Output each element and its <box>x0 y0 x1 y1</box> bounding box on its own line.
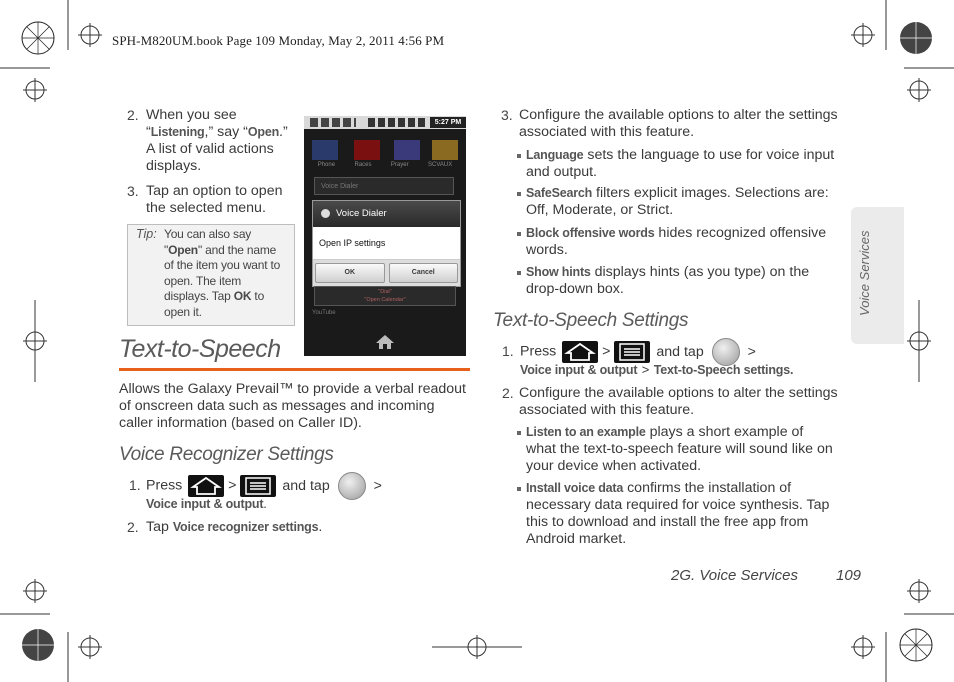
bg-youtube-label: YouTube <box>312 310 336 316</box>
phone-screenshot <box>304 116 466 356</box>
vr-step1-line: Press > and tap > <box>146 472 382 500</box>
step-number: 1. <box>129 477 141 493</box>
voice-dialer-dialog[interactable] <box>312 200 461 287</box>
step-number: 3. <box>501 107 513 123</box>
dialog-open-ip-settings[interactable]: Open IP settings <box>313 227 460 260</box>
step-number: 2. <box>502 385 514 401</box>
bullet-language: Language sets the language to use for voice input and output. <box>526 147 835 180</box>
footer-section: 2G. Voice Services <box>671 567 798 584</box>
step-number: 3. <box>127 183 139 199</box>
tts-step2-text: Configure the available options to alter the settings associated with this feature. <box>519 385 838 418</box>
bg-voice-dialer-field: Voice Dialer <box>314 177 454 195</box>
status-time: 5:27 PM <box>430 117 466 128</box>
ok-button[interactable]: OK <box>315 263 385 283</box>
voice-recognizer-heading: Voice Recognizer Settings <box>119 444 334 465</box>
page-number: 109 <box>836 567 862 584</box>
menu-key-icon <box>240 475 276 497</box>
side-tab-label: Voice Services <box>857 230 872 316</box>
races-app-icon <box>354 140 380 160</box>
prayer-app-icon <box>394 140 420 160</box>
bullet-listen-example: Listen to an example plays a short example of what the text-to-speech feature will sound like on your device when activated. <box>526 424 833 474</box>
step2-text: When you see “Listening,” say “Open.” A list of valid actions displays. <box>146 107 288 174</box>
settings-gear-icon <box>338 472 366 500</box>
tip-label: Tip: <box>136 227 157 241</box>
phone-app-icon <box>312 140 338 160</box>
app-labels: Phone Races Prayer SCVAUX <box>317 162 453 168</box>
dialog-buttons <box>313 260 460 286</box>
scvaux-app-icon <box>432 140 458 160</box>
menu-key-icon <box>614 341 650 363</box>
bullet-safesearch: SafeSearch filters explicit images. Selections are: Off, Moderate, or Strict. <box>526 185 829 218</box>
tip-text: You can also say "Open" and the name of the item you want to open. The item displays. Tap OK to open it. <box>164 227 281 319</box>
dialog-header: Voice Dialer <box>313 201 460 227</box>
home-key-icon <box>562 341 598 363</box>
home-icon[interactable] <box>375 334 395 350</box>
tts-step1-path: Voice input & output > Text-to-Speech settings. <box>520 362 794 377</box>
tts-heading: Text-to-Speech Settings <box>493 310 689 331</box>
right-step3-text: Configure the available options to alter the settings associated with this feature. <box>519 107 838 140</box>
cancel-button[interactable]: Cancel <box>389 263 459 283</box>
step-number: 2. <box>127 519 139 535</box>
notification-icons <box>310 118 356 127</box>
bullet-install-voice-data: Install voice data confirms the installation of necessary data required for voice synthesis. Tap this to download and install the free app from Android market. <box>526 480 830 547</box>
book-header: SPH-M820UM.book Page 109 Monday, May 2, 2011 4:56 PM <box>112 33 445 48</box>
home-key-icon <box>188 475 224 497</box>
bullet-show-hints: Show hints displays hints (as you type) on the drop-down box. <box>526 264 810 297</box>
step3-text: Tap an option to open the selected menu. <box>146 183 283 216</box>
status-icons <box>368 118 428 127</box>
tts-step1-line: Press > and tap > <box>520 338 756 366</box>
bullet-block-offensive: Block offensive words hides recognized offensive words. <box>526 225 827 258</box>
title-rule <box>119 368 470 371</box>
step-number: 1. <box>502 343 514 359</box>
page-title: Text-to-Speech <box>119 335 281 363</box>
intro-paragraph: Allows the Galaxy Prevail™ to provide a verbal readout of onscreen data such as messages and incoming caller information (based on Caller ID). <box>119 381 466 431</box>
vr-step2-line: Tap Voice recognizer settings. <box>146 519 323 535</box>
step-number: 2. <box>127 107 139 123</box>
mic-icon <box>321 209 330 218</box>
vr-step1-path: Voice input & output. <box>146 496 267 511</box>
status-bar <box>304 116 466 129</box>
bg-hints-box: "Dial" "Open Calendar" <box>314 286 456 306</box>
